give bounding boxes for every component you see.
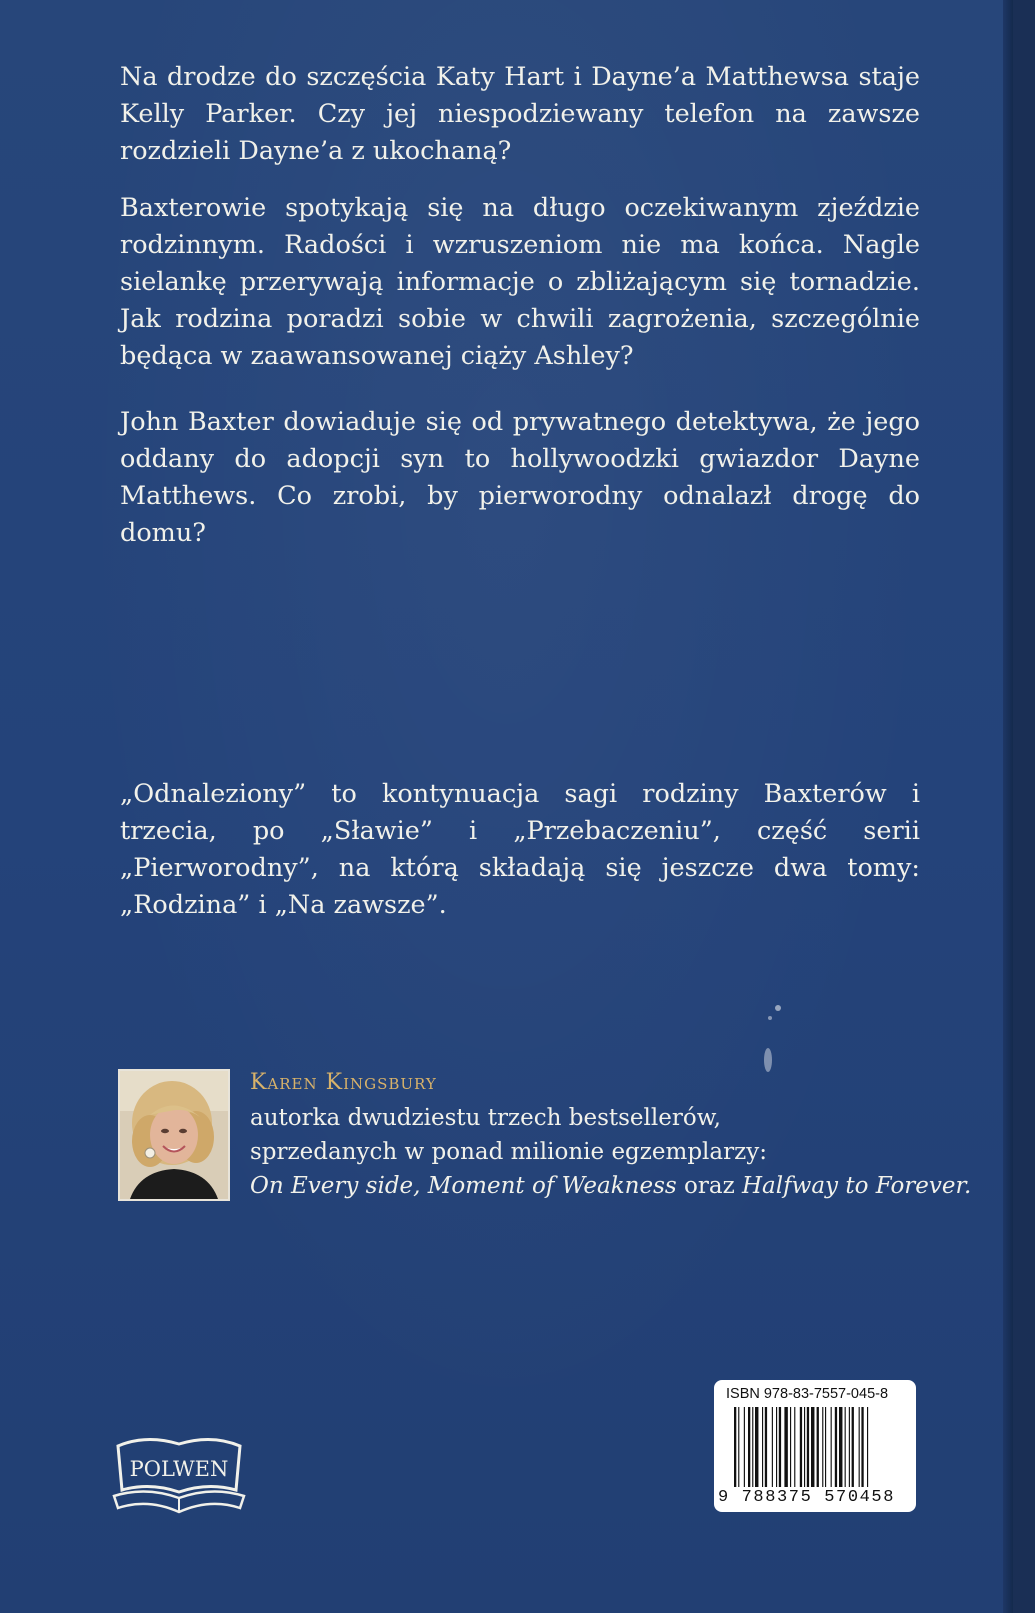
isbn-barcode-panel	[714, 1380, 916, 1512]
publisher-logo	[108, 1432, 250, 1520]
barcode-bar	[744, 1407, 745, 1487]
barcode-bar	[776, 1407, 777, 1487]
barcode-bar	[784, 1407, 787, 1487]
barcode-bar	[755, 1407, 758, 1487]
barcode-bar	[790, 1407, 791, 1487]
isbn-label: ISBN 978-83-7557-045-8	[726, 1386, 889, 1402]
series-note-paragraph: „Odnaleziony” to kontynuacja sagi rodziny Baxterów i trzecia, po „Sławie” i „Przebaczeniu”, część serii „Pierworodny”, na którą składają się jeszcze dwa tomy: „Rodzina” i „Na zawsze”.	[120, 779, 920, 920]
barcode-bar	[800, 1407, 802, 1487]
barcode-digits: 9 788375 570458	[718, 1488, 896, 1507]
barcode-bar	[779, 1407, 781, 1487]
barcode-bar	[765, 1407, 767, 1487]
barcode-bar	[762, 1407, 763, 1487]
barcode-bar	[804, 1407, 805, 1487]
author-photo	[118, 1069, 230, 1201]
barcode-icon	[734, 1407, 906, 1487]
titles-conjunction: oraz	[676, 1173, 742, 1199]
barcode-bar	[822, 1407, 823, 1487]
barcode-bar	[849, 1407, 850, 1487]
barcode-bar	[835, 1407, 837, 1487]
author-bio-line-1: autorka dwudziestu trzech bestsellerów,	[250, 1105, 721, 1131]
barcode-bar	[817, 1407, 819, 1487]
book-titles-part-1: On Every side, Moment of Weakness	[250, 1173, 677, 1199]
book-titles-part-2: Halfway to Forever.	[742, 1173, 972, 1199]
barcode-bar	[752, 1407, 753, 1487]
publisher-name: POLWEN	[129, 1457, 229, 1481]
author-bio-line-2: sprzedanych w ponad milionie egzemplarzy:	[250, 1139, 767, 1165]
barcode-bar	[859, 1407, 860, 1487]
barcode-bar	[738, 1407, 739, 1487]
barcode-bar	[845, 1407, 846, 1487]
barcode-bar	[794, 1407, 795, 1487]
barcode-bar	[867, 1407, 868, 1487]
barcode-bar	[748, 1407, 750, 1487]
blurb-paragraph-2: Baxterowie spotykają się na długo oczekiwanym zjeździe rodzinnym. Radości i wzruszeniom nie ma końca. Nagle sielankę przerywają informacje o zbliżającym się tornadzie. Jak rodzina poradzi sobie w chwili zagrożenia, szczególnie będąca w zaawansowanej ciąży Ashley?	[120, 193, 920, 371]
barcode-bar	[861, 1407, 863, 1487]
blurb-paragraph-1: Na drodze do szczęścia Katy Hart i Dayne’a Matthewsa staje Kelly Parker. Czy jej niespodziewany telefon na zawsze rozdzieli Dayne’a z ukochaną?	[120, 62, 920, 166]
author-book-titles	[250, 1170, 971, 1202]
barcode-bar	[852, 1407, 854, 1487]
blurb-paragraph-3: John Baxter dowiaduje się od prywatnego detektywa, że jego oddany do adopcji syn to hollywoodzki gwiazdor Dayne Matthews. Co zrobi, by pierworodny odnalazł drogę do domu?	[120, 407, 920, 548]
barcode-bar	[839, 1407, 842, 1487]
barcode-bar	[772, 1407, 773, 1487]
barcode-bar	[825, 1407, 826, 1487]
barcode-bar	[831, 1407, 832, 1487]
barcode-bar	[734, 1407, 736, 1487]
barcode-bar	[807, 1407, 809, 1487]
cover-scuff-mark	[760, 1000, 790, 1080]
author-name: Karen Kingsbury	[250, 1070, 437, 1095]
barcode-bar	[811, 1407, 814, 1487]
